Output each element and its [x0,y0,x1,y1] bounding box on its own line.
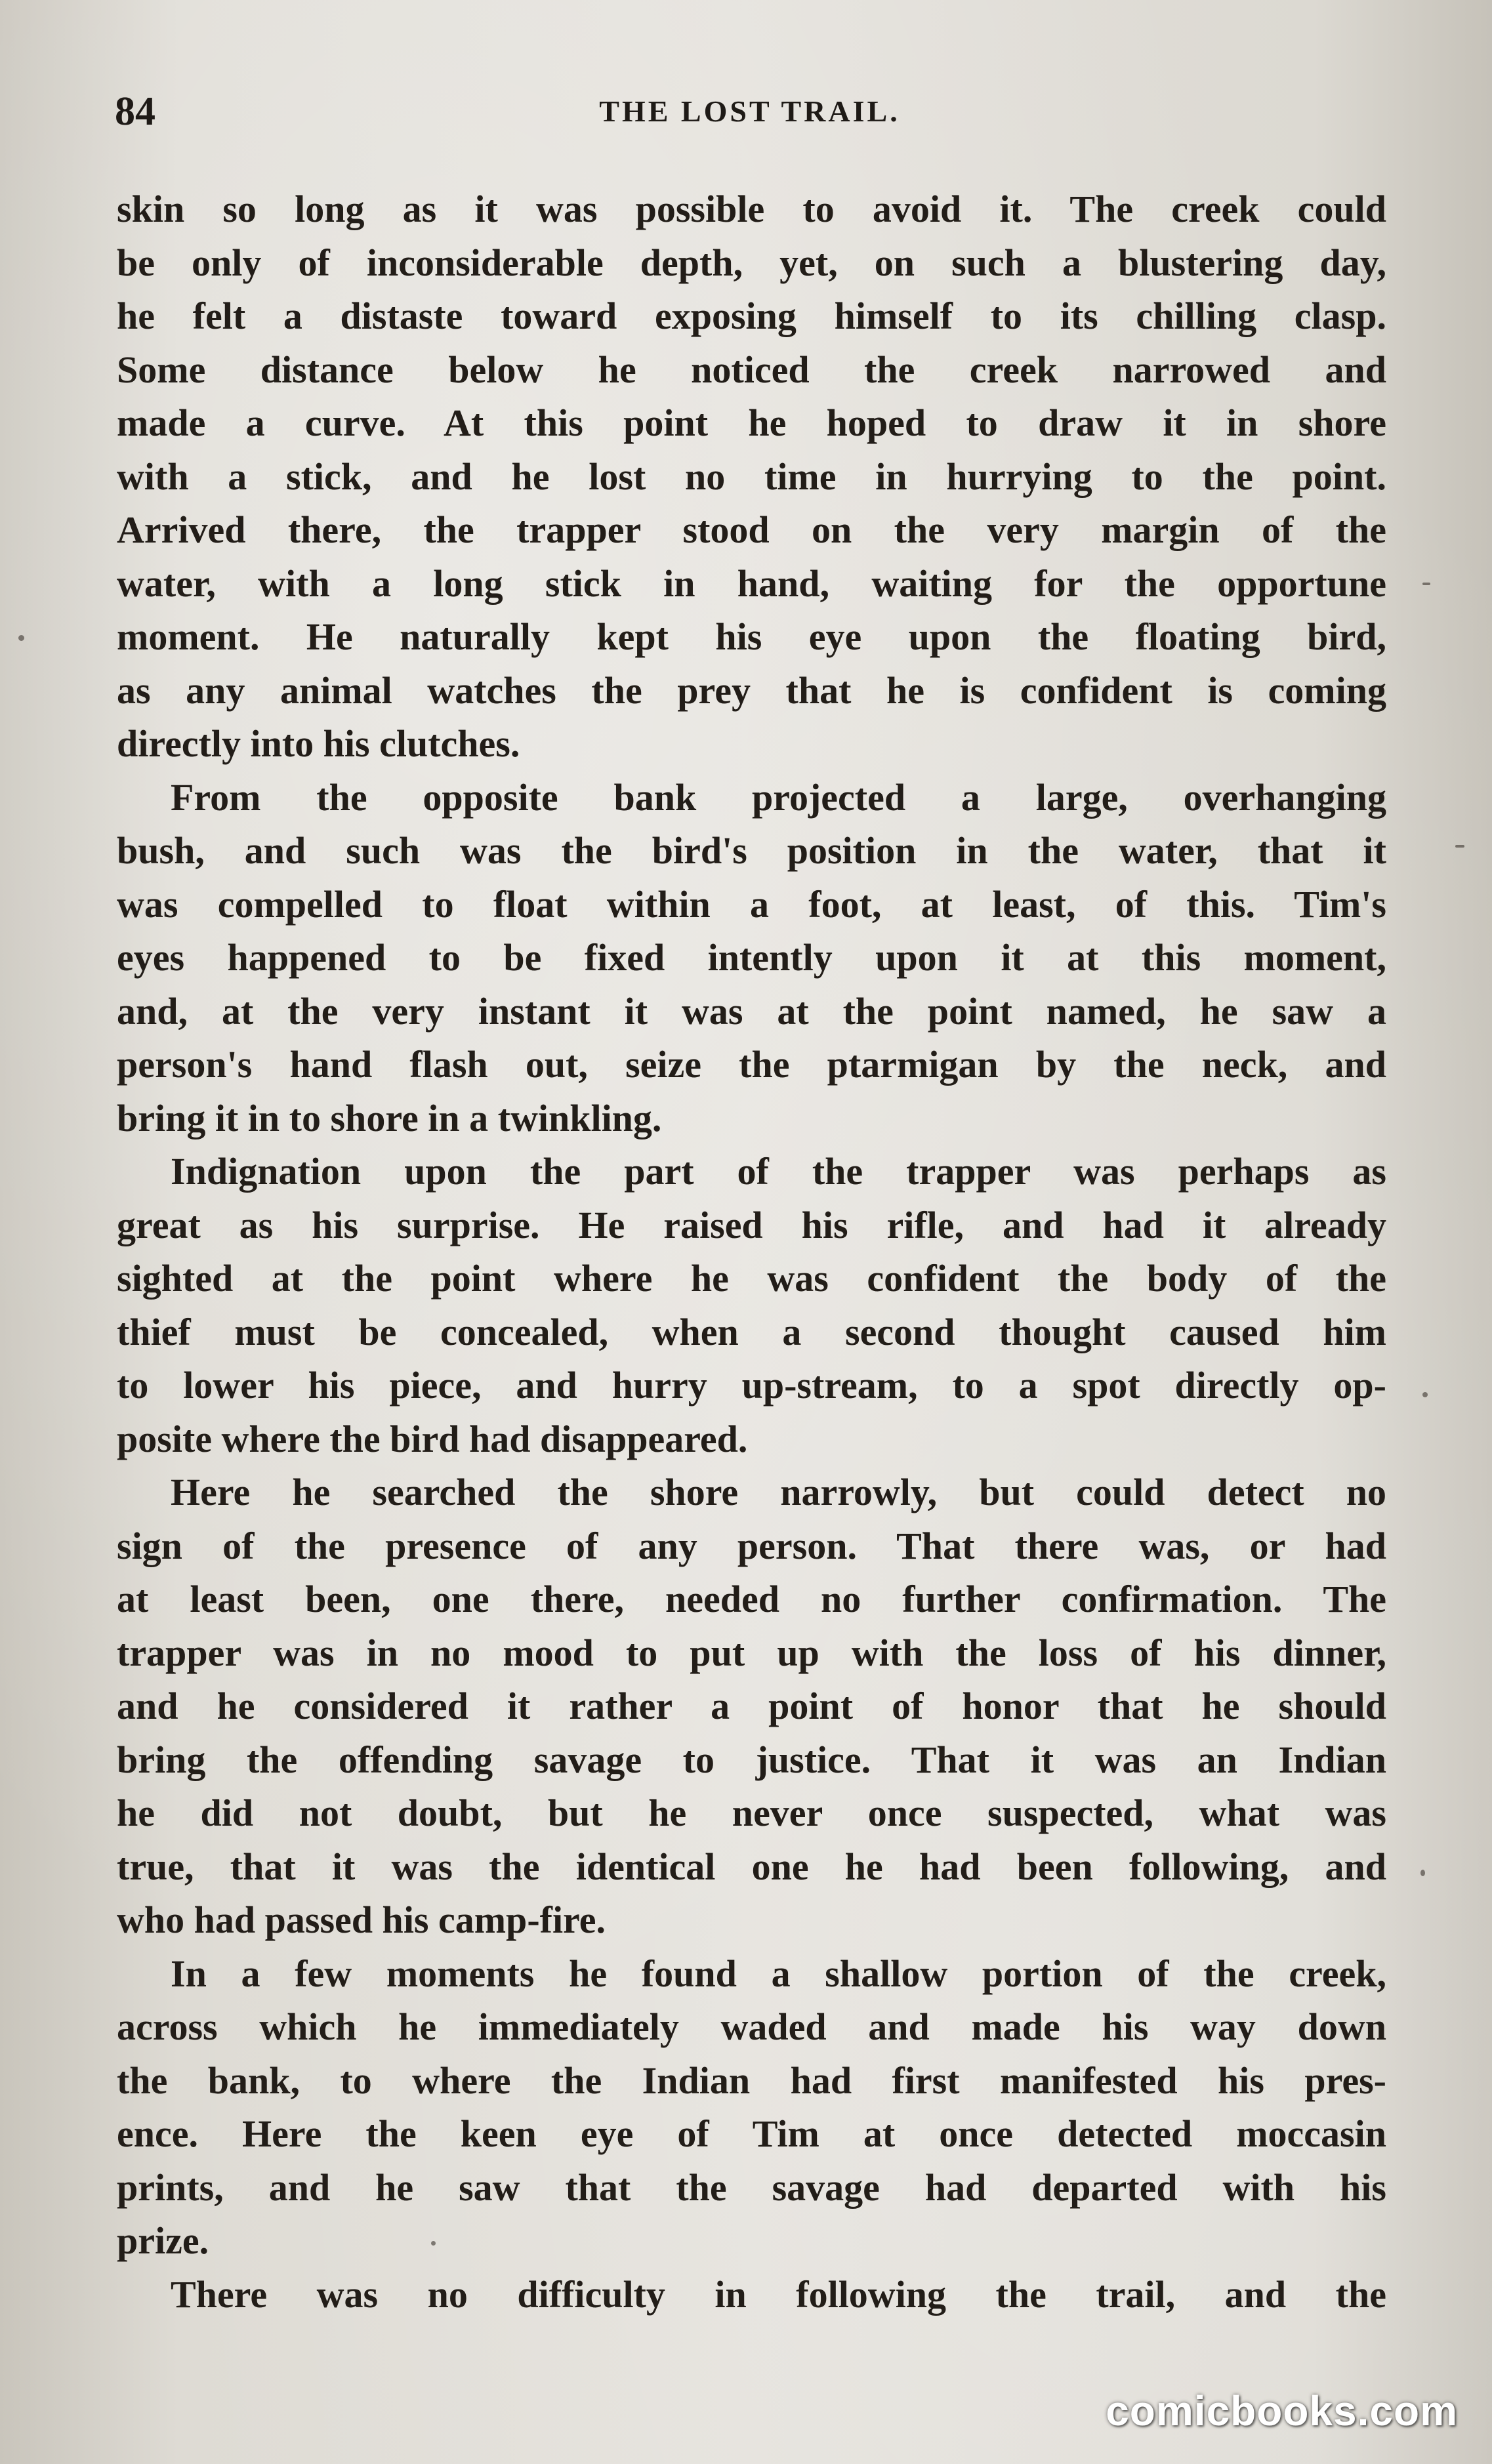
text-line: bring the offending savage to justice. That it was an Indian [117,1738,1386,1781]
text-line: who had passed his camp-fire. [117,1899,606,1941]
text-line: prints, and he saw that the savage had departed with his [117,2166,1386,2209]
body-text [117,182,1386,2321]
text-line: true, that it was the identical one he had been following, and [117,1845,1386,1888]
text-line: and he considered it rather a point of honor that he should [117,1685,1386,1727]
text-line: the bank, to where the Indian had first manifested his pres- [117,2059,1386,2102]
text-line: bush, and such was the bird's position in the water, that it [117,829,1386,872]
text-line: eyes happened to be fixed intently upon it at this moment, [117,936,1386,979]
text-line: There was no difficulty in following the trail, and the [171,2272,1386,2316]
text-line: Some distance below he noticed the creek narrowed and [117,348,1386,391]
text-line: directly into his clutches. [117,722,520,765]
text-line: trapper was in no mood to put up with the loss of his dinner, [117,1631,1386,1674]
text-line: In a few moments he found a shallow portion of the creek, [171,1952,1386,1995]
text-line: ence. Here the keen eye of Tim at once detected moccasin [117,2112,1386,2155]
text-line: skin so long as it was possible to avoid it. The creek could [117,188,1386,230]
text-line: great as his surprise. He raised his rifle, and had it already [117,1203,1386,1246]
text-line: Arrived there, the trapper stood on the very margin of the [117,508,1386,551]
paper-speck [18,635,24,641]
text-line: he did not doubt, but he never once suspected, what was [117,1792,1386,1834]
running-head [115,82,1384,141]
text-line: sighted at the point where he was confident the body of the [117,1257,1386,1300]
text-line: From the opposite bank projected a large, overhanging [171,775,1386,819]
text-line: prize. [117,2219,209,2262]
text-line: Here he searched the shore narrowly, but could detect no [171,1471,1386,1513]
paper-speck [1420,1870,1425,1876]
paper-speck [1455,845,1464,848]
text-line: sign of the presence of any person. That there was, or had [117,1524,1386,1567]
paper-speck [1422,583,1430,585]
text-line: across which he immediately waded and made his way down [117,2005,1386,2048]
text-line: thief must be concealed, when a second thought caused him [117,1310,1386,1353]
text-line: water, with a long stick in hand, waiting for the opportune [117,562,1386,605]
text-line: and, at the very instant it was at the point named, he saw a [117,989,1386,1033]
text-line: with a stick, and he lost no time in hurrying to the point. [117,455,1386,498]
page-number: 84 [115,89,155,134]
text-line: as any animal watches the prey that he is confident is coming [117,668,1386,712]
text-line: moment. He naturally kept his eye upon the floating bird, [117,615,1386,658]
text-line: to lower his piece, and hurry up-stream, to a spot directly op- [117,1364,1386,1407]
text-line: person's hand flash out, seize the ptarmigan by the neck, and [117,1043,1386,1086]
paper-speck [1422,1392,1428,1397]
text-line: was compelled to float within a foot, at least, of this. Tim's [117,882,1386,926]
text-line: posite where the bird had disappeared. [117,1417,748,1460]
text-line: Indignation upon the part of the trapper was perhaps as [171,1150,1386,1193]
watermark: comicbooks.com [1106,2387,1458,2434]
paper-speck [431,2241,436,2246]
running-title: THE LOST TRAIL. [599,94,900,128]
text-line: be only of inconsiderable depth, yet, on such a blustering day, [117,241,1386,284]
text-line: bring it in to shore in a twinkling. [117,1096,662,1140]
text-line: he felt a distaste toward exposing himself to its chilling clasp. [117,295,1386,337]
text-line: at least been, one there, needed no further confirmation. The [117,1578,1386,1620]
text-line: made a curve. At this point he hoped to draw it in shore [117,401,1386,444]
